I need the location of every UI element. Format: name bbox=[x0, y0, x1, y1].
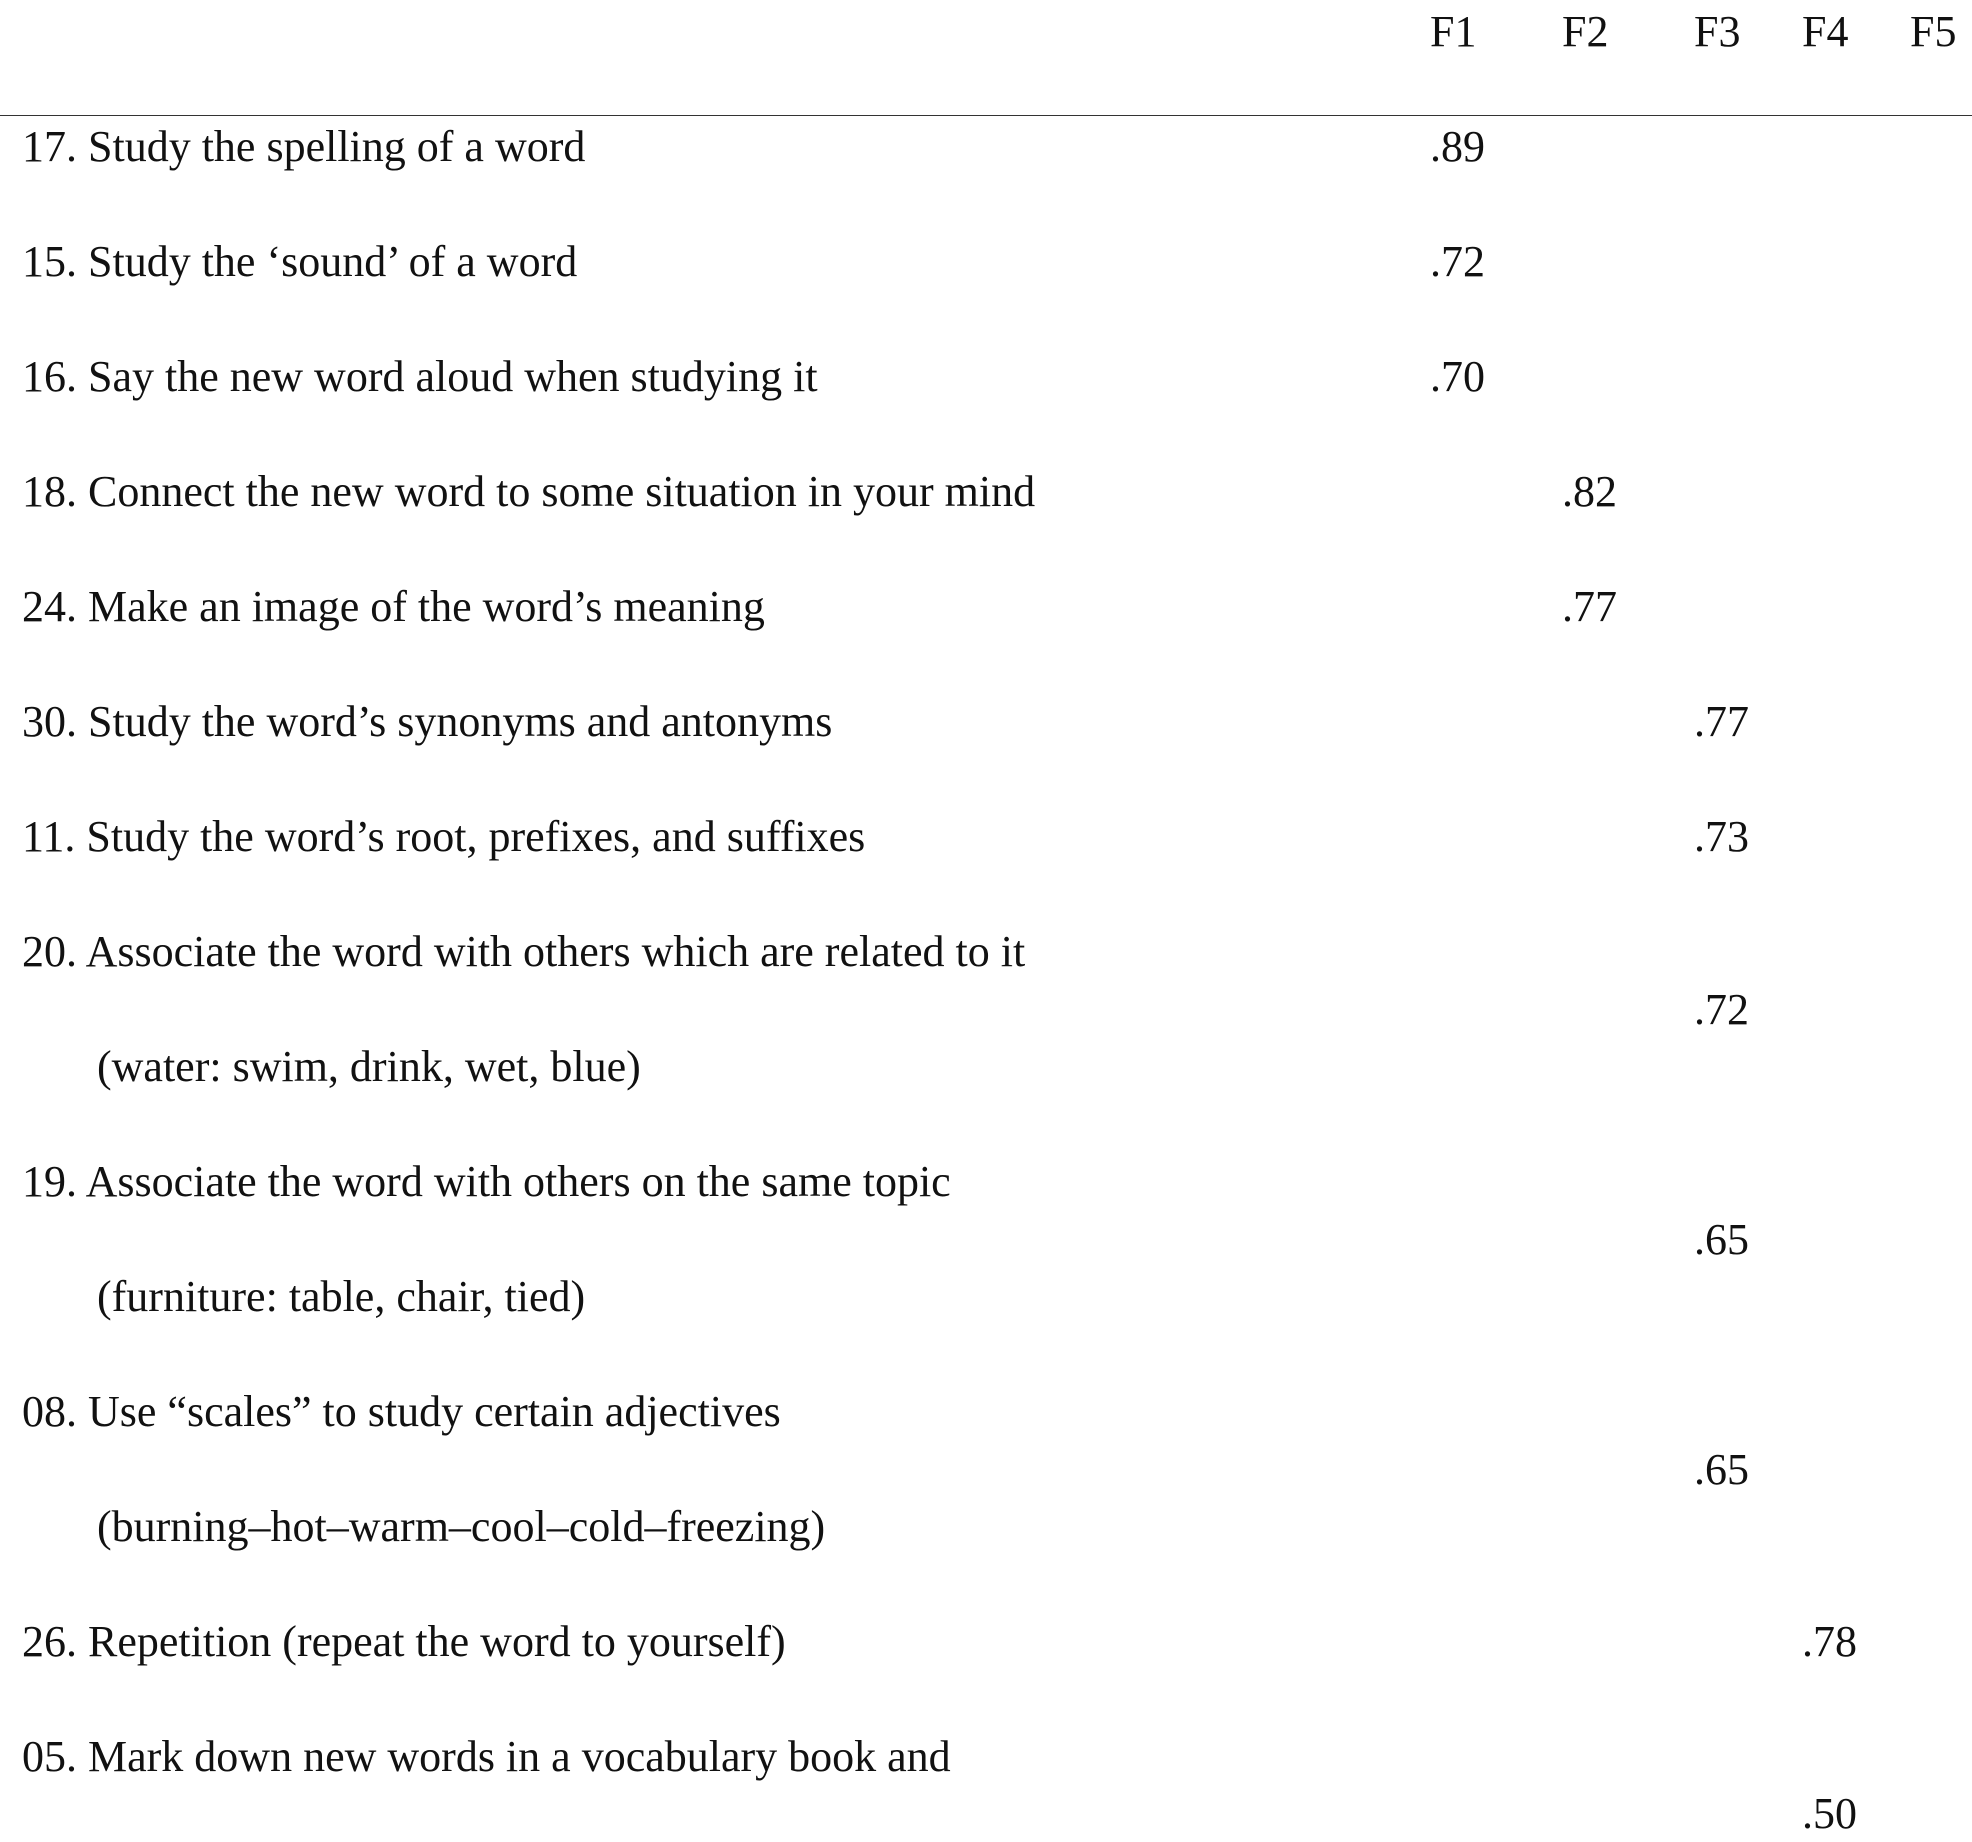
row-label: 08. Use “scales” to study certain adjectives bbox=[22, 1387, 781, 1436]
loading-value: .50 bbox=[1802, 1789, 1857, 1838]
loading-value: .77 bbox=[1562, 582, 1617, 631]
loading-value: .72 bbox=[1694, 985, 1749, 1034]
row-label: 30. Study the word’s synonyms and antonyms bbox=[22, 697, 833, 746]
header-f1: F1 bbox=[1430, 7, 1477, 56]
row-label: 15. Study the ‘sound’ of a word bbox=[22, 237, 578, 286]
loading-value: .82 bbox=[1562, 467, 1617, 516]
row-label-continuation: (water: swim, drink, wet, blue) bbox=[97, 1042, 641, 1091]
loading-value: .65 bbox=[1694, 1445, 1749, 1494]
row-label: 17. Study the spelling of a word bbox=[22, 122, 586, 171]
header-f3: F3 bbox=[1694, 7, 1741, 56]
loading-value: .77 bbox=[1694, 697, 1749, 746]
loading-value: .78 bbox=[1802, 1617, 1857, 1666]
header-f2: F2 bbox=[1562, 7, 1609, 56]
row-label: 18. Connect the new word to some situation in your mind bbox=[22, 467, 1036, 516]
loading-value: .73 bbox=[1694, 812, 1749, 861]
loading-value: .89 bbox=[1430, 122, 1485, 171]
header-rule bbox=[0, 115, 1972, 116]
row-label: 20. Associate the word with others which are related to it bbox=[22, 927, 1026, 976]
row-label: 05. Mark down new words in a vocabulary book and bbox=[22, 1732, 951, 1781]
loading-value: .65 bbox=[1694, 1215, 1749, 1264]
loading-value: .70 bbox=[1430, 352, 1485, 401]
row-label: 11. Study the word’s root, prefixes, and suffixes bbox=[22, 812, 866, 861]
header-f4: F4 bbox=[1802, 7, 1849, 56]
row-label: 26. Repetition (repeat the word to yourself) bbox=[22, 1617, 786, 1666]
loading-value: .72 bbox=[1430, 237, 1485, 286]
row-label: 16. Say the new word aloud when studying it bbox=[22, 352, 818, 401]
row-label: 24. Make an image of the word’s meaning bbox=[22, 582, 765, 631]
row-label-continuation: (furniture: table, chair, tied) bbox=[97, 1272, 586, 1321]
row-label: 19. Associate the word with others on the same topic bbox=[22, 1157, 951, 1206]
header-f5: F5 bbox=[1910, 7, 1957, 56]
row-label-continuation: (burning–hot–warm–cool–cold–freezing) bbox=[97, 1502, 826, 1551]
